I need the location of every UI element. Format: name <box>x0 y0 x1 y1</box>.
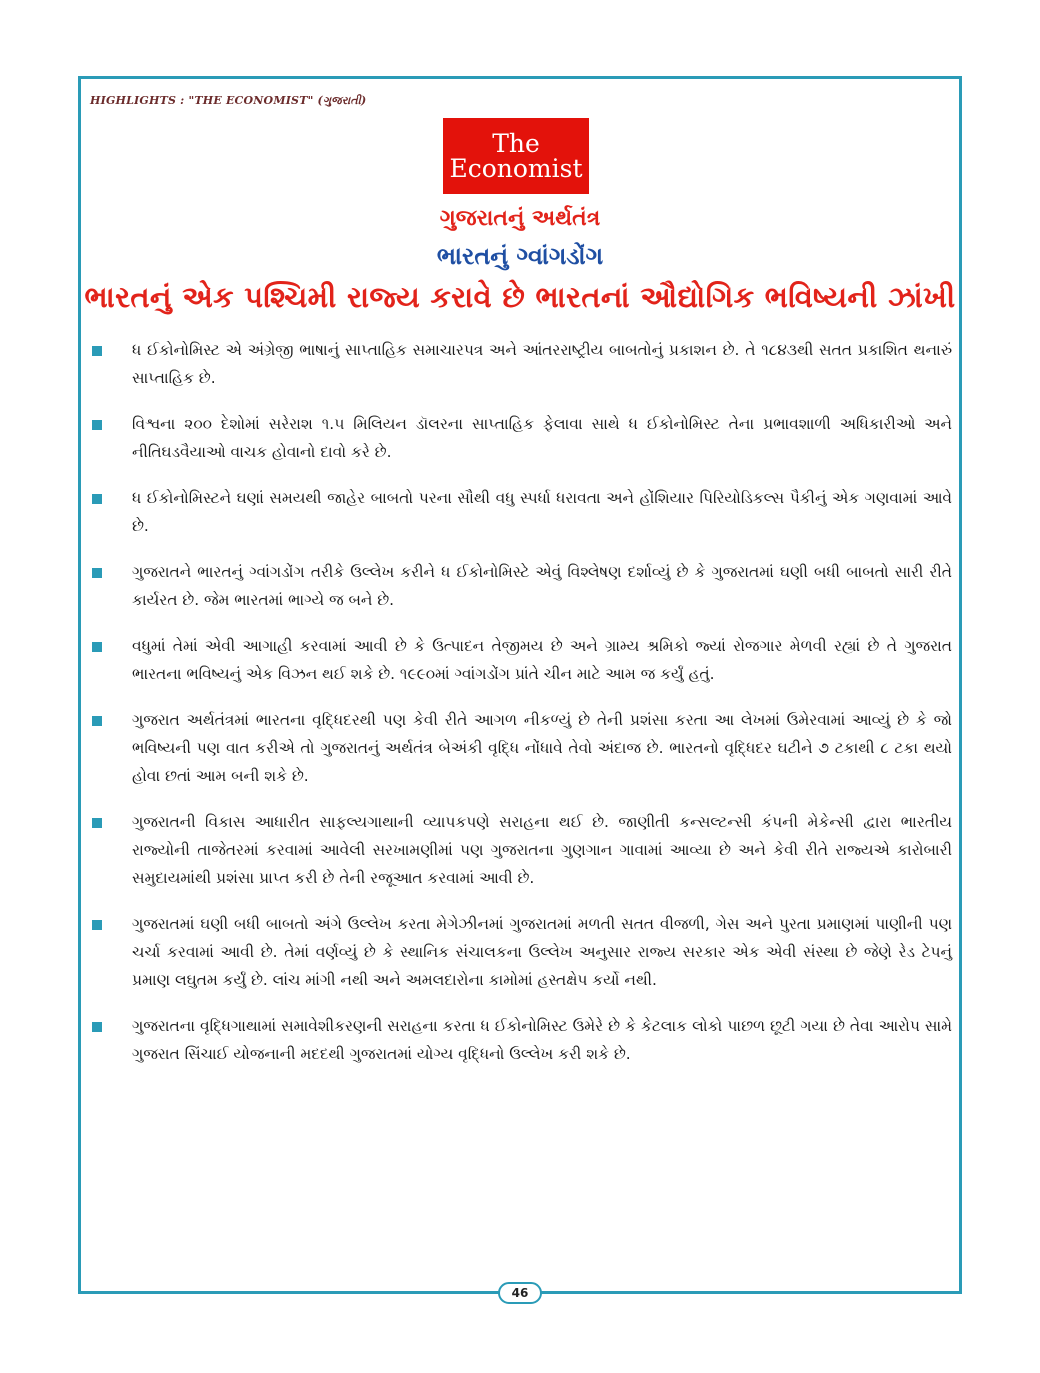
logo-line-1: The <box>492 129 540 158</box>
bullet-item <box>92 808 952 892</box>
bullet-text: ધ ઈકોનોમિસ્ટ એ અંગ્રેજી ભાષાનું સાપ્તાહિક સમાચારપત્ર અને આંતરરાષ્ટ્રીય બાબતોનું પ્રકાશન છે. તે ૧૮૪૩થી સતત પ્રકાશિત થનારું સાપ્તાહિક છે. <box>132 341 952 387</box>
bullet-item <box>92 910 952 994</box>
bullet-item <box>92 558 952 614</box>
bullet-text: ગુજરાતની વિકાસ આધારીત સાફલ્યગાથાની વ્યાપકપણે સરાહના થઈ છે. જાણીતી કન્સલ્ટન્સી કંપની મેકેન્સી દ્વારા ભારતીય રાજ્યોની તાજેતરમાં કરવામાં આવેલી સરખામણીમાં પણ ગુજરાતના ગુણગાન ગાવામાં આવ્યા છે અને કેવી રીતે રાજ્યએ કારોબારી સમુદાયમાંથી પ્રશંસા પ્રાપ્ત કરી છે તેની રજૂઆત કરવામાં આવી છે. <box>132 813 952 887</box>
bullet-item <box>92 410 952 466</box>
bullet-text: ગુજરાત અર્થતંત્રમાં ભારતના વૃદ્ધિદરથી પણ કેવી રીતે આગળ નીકળ્યું છે તેની પ્રશંસા કરતા આ લેખમાં ઉમેરવામાં આવ્યું છે કે જો ભવિષ્યની પણ વાત કરીએ તો ગુજરાતનું અર્થતંત્ર બેઅંકી વૃદ્ધિ નોંધાવે તેવો અંદાજ છે. ભારતનો વૃદ્ધિદર ઘટીને ૭ ટકાથી ૮ ટકા થયો હોવા છતાં આમ બની શકે છે. <box>132 711 952 785</box>
bullet-text: ગુજરાતમાં ઘણી બધી બાબતો અંગે ઉલ્લેખ કરતા મેગેઝીનમાં ગુજરાતમાં મળતી સતત વીજળી, ગેસ અને પુરતા પ્રમાણમાં પાણીની પણ ચર્ચા કરવામાં આવી છે. તેમાં વર્ણવ્યું છે કે સ્થાનિક સંચાલકના ઉલ્લેખ અનુસાર રાજ્ય સરકાર એક એવી સંસ્થા છે જેણે રેડ ટેપનું પ્રમાણ લઘુતમ કર્યું છે. લાંચ માંગી નથી અને અમલદારોના કામોમાં હસ્તક્ષેપ કર્યો નથી. <box>132 915 952 989</box>
square-bullet-icon <box>92 346 102 356</box>
square-bullet-icon <box>92 818 102 828</box>
section-subtitle: ગુજરાતનું અર્થતંત્ર <box>439 206 601 231</box>
bullet-text: ધ ઈકોનોમિસ્ટને ઘણાં સમયથી જાહેર બાબતો પરના સૌથી વધુ સ્પર્ધા ધરાવતા અને હોંશિયાર પિરિયોડિકલ્સ પૈકીનું એક ગણવામાં આવે છે. <box>132 489 952 535</box>
square-bullet-icon <box>92 568 102 578</box>
bullet-list <box>92 336 952 1086</box>
square-bullet-icon <box>92 494 102 504</box>
bullet-item <box>92 1012 952 1068</box>
bullet-text: ગુજરાતના વૃદ્ધિગાથામાં સમાવેશીકરણની સરાહના કરતા ધ ઈકોનોમિસ્ટ ઉમેરે છે કે કેટલાક લોકો પાછળ છૂટી ગયા છે તેવા આરોપ સામે ગુજરાત સિંચાઈ યોજનાની મદદથી ગુજરાતમાં યોગ્ય વૃદ્ધિનો ઉલ્લેખ કરી શકે છે. <box>132 1017 952 1063</box>
bullet-text: ગુજરાતને ભારતનું ગ્વાંગડોંગ તરીકે ઉલ્લેખ કરીને ધ ઈકોનોમિસ્ટે એવું વિશ્લેષણ દર્શાવ્યું છે કે ગુજરાતમાં ઘણી બધી બાબતો સારી રીતે કાર્યરત છે. જેમ ભારતમાં ભાગ્યે જ બને છે. <box>132 563 952 609</box>
running-header: HIGHLIGHTS : "THE ECONOMIST" (ગુજરાતી) <box>90 94 367 107</box>
square-bullet-icon <box>92 642 102 652</box>
page-number: 46 <box>498 1282 542 1304</box>
article-subtitle: ભારતનું ગ્વાંગડોંગ <box>436 242 604 270</box>
bullet-item <box>92 336 952 392</box>
bullet-item <box>92 484 952 540</box>
square-bullet-icon <box>92 716 102 726</box>
economist-logo <box>443 118 589 194</box>
bullet-item <box>92 706 952 790</box>
logo-line-2: Economist <box>449 154 583 183</box>
square-bullet-icon <box>92 1022 102 1032</box>
bullet-item <box>92 632 952 688</box>
bullet-text: વિશ્વના ૨૦૦ દેશોમાં સરેરાશ ૧.૫ મિલિયન ડૉલરના સાપ્તાહિક ફેલાવા સાથે ધ ઈકોનોમિસ્ટ તેના પ્રભાવશાળી અધિકારીઓ અને નીતિઘડવૈયાઓ વાચક હોવાનો દાવો કરે છે. <box>132 415 952 461</box>
square-bullet-icon <box>92 920 102 930</box>
bullet-text: વધુમાં તેમાં એવી આગાહી કરવામાં આવી છે કે ઉત્પાદન તેજીમય છે અને ગ્રામ્ય શ્રમિકો જ્યાં રોજગાર મેળવી રહ્યાં છે તે ગુજરાત ભારતના ભવિષ્યનું એક વિઝન થઈ શકે છે. ૧૯૯૦માં ગ્વાંગડોંગ પ્રાંતે ચીન માટે આમ જ કર્યું હતું. <box>132 637 952 683</box>
article-title: ભારતનું એક પશ્ચિમી રાજ્ય કરાવે છે ભારતનાં ઔદ્યોગિક ભવિષ્યની ઝાંખી <box>84 280 956 314</box>
square-bullet-icon <box>92 420 102 430</box>
